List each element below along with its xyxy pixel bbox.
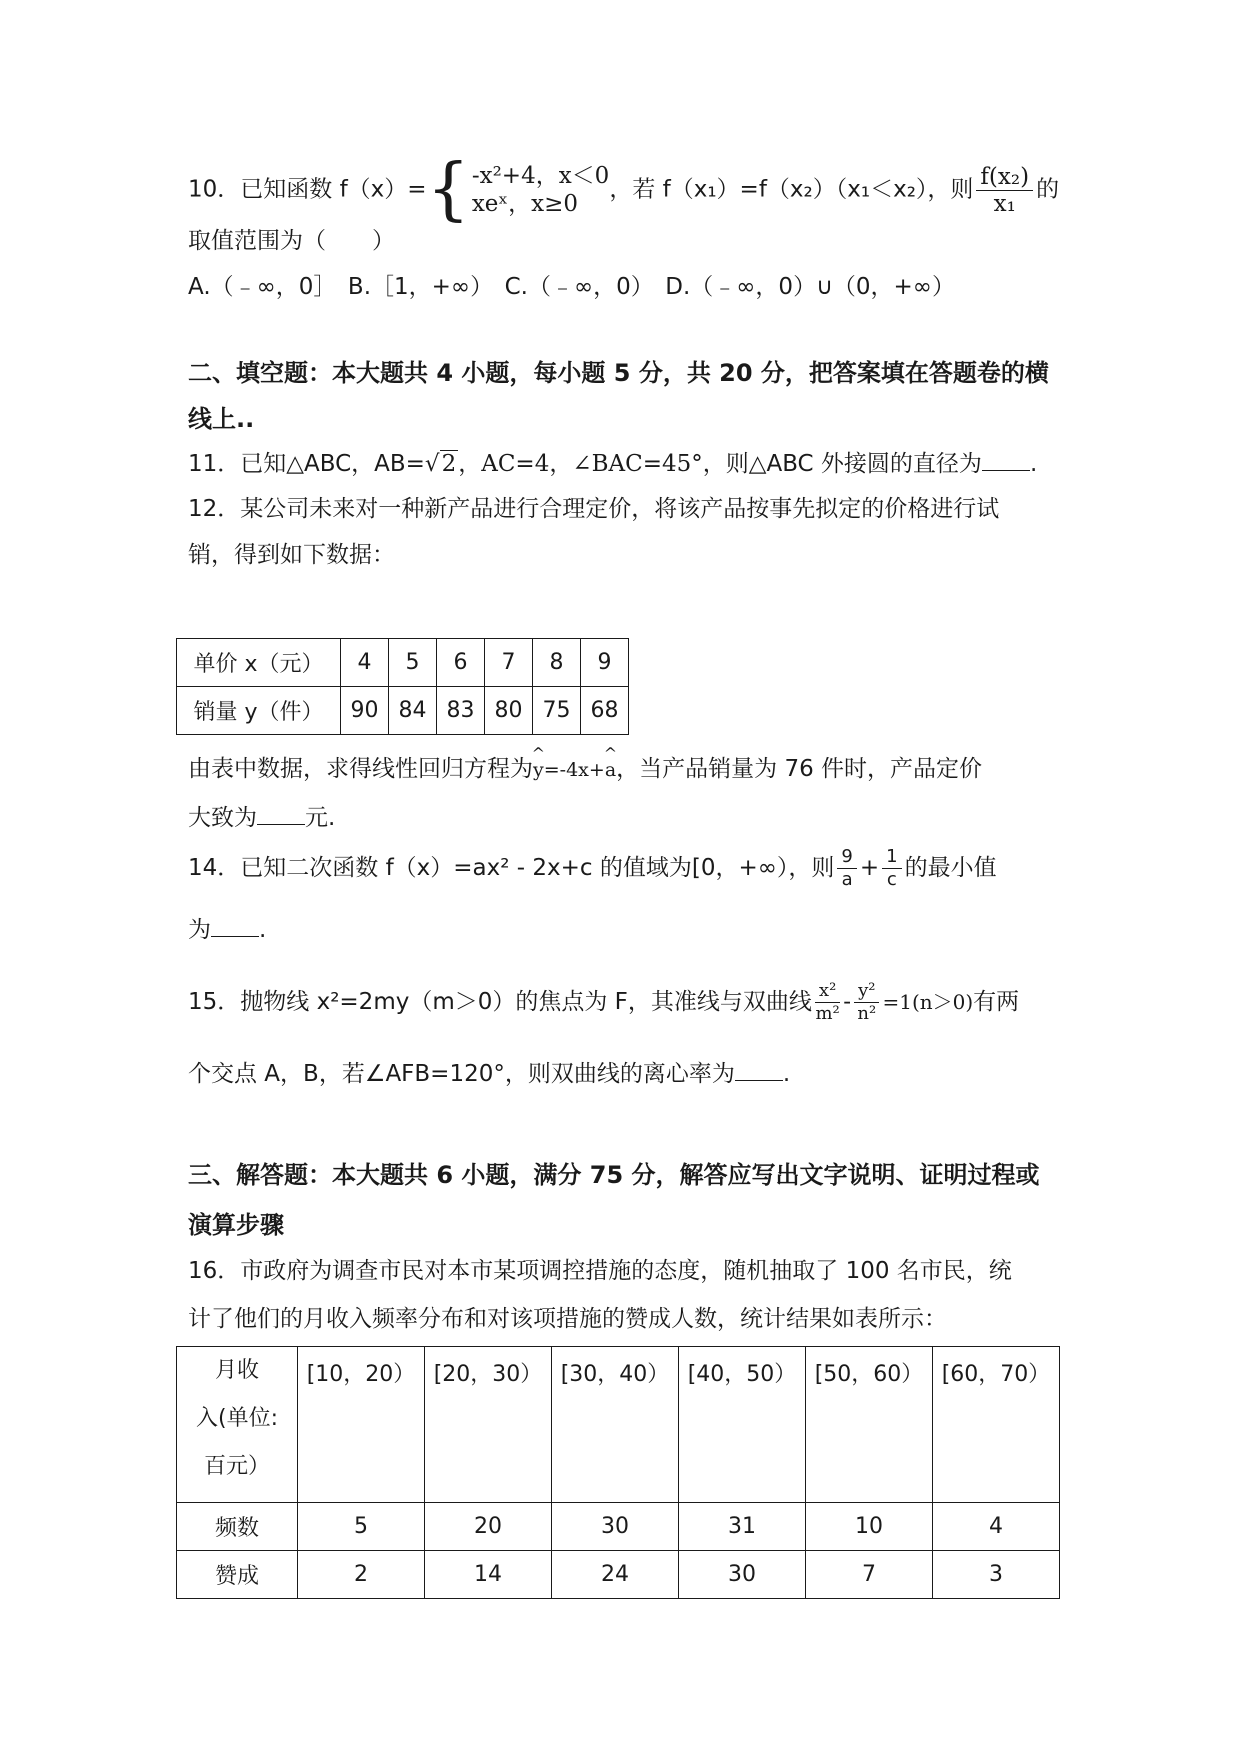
table-row (177, 639, 629, 687)
table-header: [10，20） (298, 1347, 425, 1503)
table-cell: 90 (341, 687, 389, 735)
fraction-x2-m2: $\frac{\text{x²}}{\text{m²}}$ (815, 980, 840, 1024)
q12-line3-suffix: ，当产品销量为 76 件时，产品定价 (616, 756, 983, 782)
table-cell: 75 (533, 687, 581, 735)
answer-blank (257, 802, 305, 825)
y-hat: ^ y (533, 755, 544, 785)
q10-line2: 取值范围为（ ） (188, 228, 395, 254)
income-survey-table (176, 1346, 1060, 1599)
q11-suffix: ，则△ABC 外接圆的直径为 (702, 451, 982, 477)
brace-icon: { (426, 150, 470, 229)
q10-line1 (188, 150, 1060, 229)
q12-line4-prefix: 大致为 (188, 805, 257, 831)
fraction-9-a: $\frac{9}{a}$ (837, 846, 856, 891)
table-cell: 4 (933, 1503, 1060, 1551)
fraction-y2-n2: $\frac{\text{y²}}{\text{n²}}$ (854, 980, 879, 1025)
q12-line3 (188, 754, 982, 785)
table-cell: 30 (679, 1551, 806, 1599)
table-cell: 20 (425, 1503, 552, 1551)
q15-line2-suffix: . (782, 1061, 791, 1087)
table-cell: 2 (298, 1551, 425, 1599)
q10-mid: ，若 f（x₁）=f（x₂）（x₁＜x₂），则 (609, 176, 974, 203)
q14-line2 (188, 914, 266, 945)
table-row (177, 1551, 1060, 1599)
table-cell: 68 (581, 687, 629, 735)
row-label: 销量 y（件） (177, 687, 341, 735)
minus-sign: - (843, 989, 852, 1015)
table-cell: 30 (552, 1503, 679, 1551)
table-cell: 9 (581, 639, 629, 687)
table-cell: 4 (341, 639, 389, 687)
price-sales-table (176, 638, 629, 735)
hyperbola-eq: =1(n＞0) (882, 990, 974, 1014)
q10-suffix: 的 (1036, 176, 1060, 203)
q11-mid: ，AC=4，∠BAC=45° (458, 451, 703, 477)
table-header-row (177, 1347, 1060, 1503)
case-1: -x²+4，x＜0 (471, 163, 610, 189)
q12-line4 (188, 802, 335, 833)
q14-line2-suffix: . (259, 917, 267, 943)
q11-end: . (1029, 451, 1038, 477)
sqrt-arg: 2 (441, 451, 457, 477)
eq-mid: =-4x+ (543, 759, 605, 781)
q15-line2-prefix: 个交点 A，B，若∠AFB=120°，则双曲线的离心率为 (188, 1061, 735, 1087)
section2-heading-line1: 二、填空题：本大题共 4 小题，每小题 5 分，共 20 分，把答案填在答题卷的横 (188, 359, 1049, 387)
q11-line (188, 448, 1037, 479)
a-hat: ^ a (605, 755, 616, 785)
row-label: 赞成 (177, 1551, 298, 1599)
table-row (177, 687, 629, 735)
table-cell: 5 (298, 1503, 425, 1551)
section3-heading-line1: 三、解答题：本大题共 6 小题，满分 75 分，解答应写出文字说明、证明过程或 (188, 1161, 1040, 1189)
header-label: 月收 入(单位: 百元） (177, 1347, 298, 1503)
table-cell: 14 (425, 1551, 552, 1599)
q15-suffix: 有两 (973, 989, 1020, 1015)
table-cell: 24 (552, 1551, 679, 1599)
table-cell: 80 (485, 687, 533, 735)
table-header: [60，70） (933, 1347, 1060, 1503)
q14-suffix: 的最小值 (904, 855, 997, 881)
table-header: [40，50） (679, 1347, 806, 1503)
sqrt-icon: √ (424, 451, 440, 477)
q15-prefix: 15．抛物线 x²=2my（m＞0）的焦点为 F，其准线与双曲线 (188, 989, 812, 1015)
table-cell: 84 (389, 687, 437, 735)
q12-line2: 销，得到如下数据： (188, 542, 395, 568)
table-row (177, 1503, 1060, 1551)
plus-sign: + (859, 855, 880, 881)
answer-blank (211, 914, 259, 937)
q15-line1 (188, 980, 1019, 1025)
fraction-1-c: $\frac{1}{c}$ (882, 846, 901, 891)
section3-heading-line2: 演算步骤 (188, 1211, 284, 1239)
table-cell: 3 (933, 1551, 1060, 1599)
table-header: [20，30） (425, 1347, 552, 1503)
q14-prefix: 14．已知二次函数 f（x）=ax² - 2x+c 的值域为[0，+∞），则 (188, 855, 835, 881)
q12-line4-suffix: 元. (305, 805, 336, 831)
table-cell: 7 (806, 1551, 933, 1599)
table-cell: 31 (679, 1503, 806, 1551)
answer-blank (982, 448, 1030, 471)
q16-line1: 16．市政府为调查市民对本市某项调控措施的态度，随机抽取了 100 名市民，统 (188, 1258, 1012, 1284)
q14-line1 (188, 846, 997, 891)
table-header: [50，60） (806, 1347, 933, 1503)
table-cell: 6 (437, 639, 485, 687)
q10-options: A.（﹣∞，0］ B.［1，+∞） C.（﹣∞，0） D.（﹣∞，0）∪（0，+∞） (188, 274, 955, 300)
piecewise-function (426, 150, 610, 229)
q12-line3-prefix: 由表中数据，求得线性回归方程为 (188, 756, 533, 782)
row-label: 单价 x（元） (177, 639, 341, 687)
section2-heading-line2: 线上.. (188, 405, 255, 433)
regression-equation (533, 759, 616, 781)
q15-line2 (188, 1058, 790, 1089)
table-cell: 10 (806, 1503, 933, 1551)
table-cell: 5 (389, 639, 437, 687)
table-header: [30，40） (552, 1347, 679, 1503)
q12-line1: 12．某公司未来对一种新产品进行合理定价，将该产品按事先拟定的价格进行试 (188, 496, 1000, 522)
q10-fraction: $\frac{\text{f(x₂)}}{\text{x₁}}$ (976, 164, 1033, 217)
case-2: xeˣ，x≥0 (471, 191, 579, 217)
row-label: 频数 (177, 1503, 298, 1551)
q16-line2: 计了他们的月收入频率分布和对该项措施的赞成人数，统计结果如表所示： (188, 1306, 947, 1332)
table-cell: 7 (485, 639, 533, 687)
answer-blank (735, 1058, 783, 1081)
q10-prefix: 10．已知函数 f（x）= (188, 176, 427, 203)
q11-prefix: 11．已知△ABC，AB= (188, 451, 425, 477)
table-cell: 83 (437, 687, 485, 735)
q14-line2-prefix: 为 (188, 917, 211, 943)
table-cell: 8 (533, 639, 581, 687)
